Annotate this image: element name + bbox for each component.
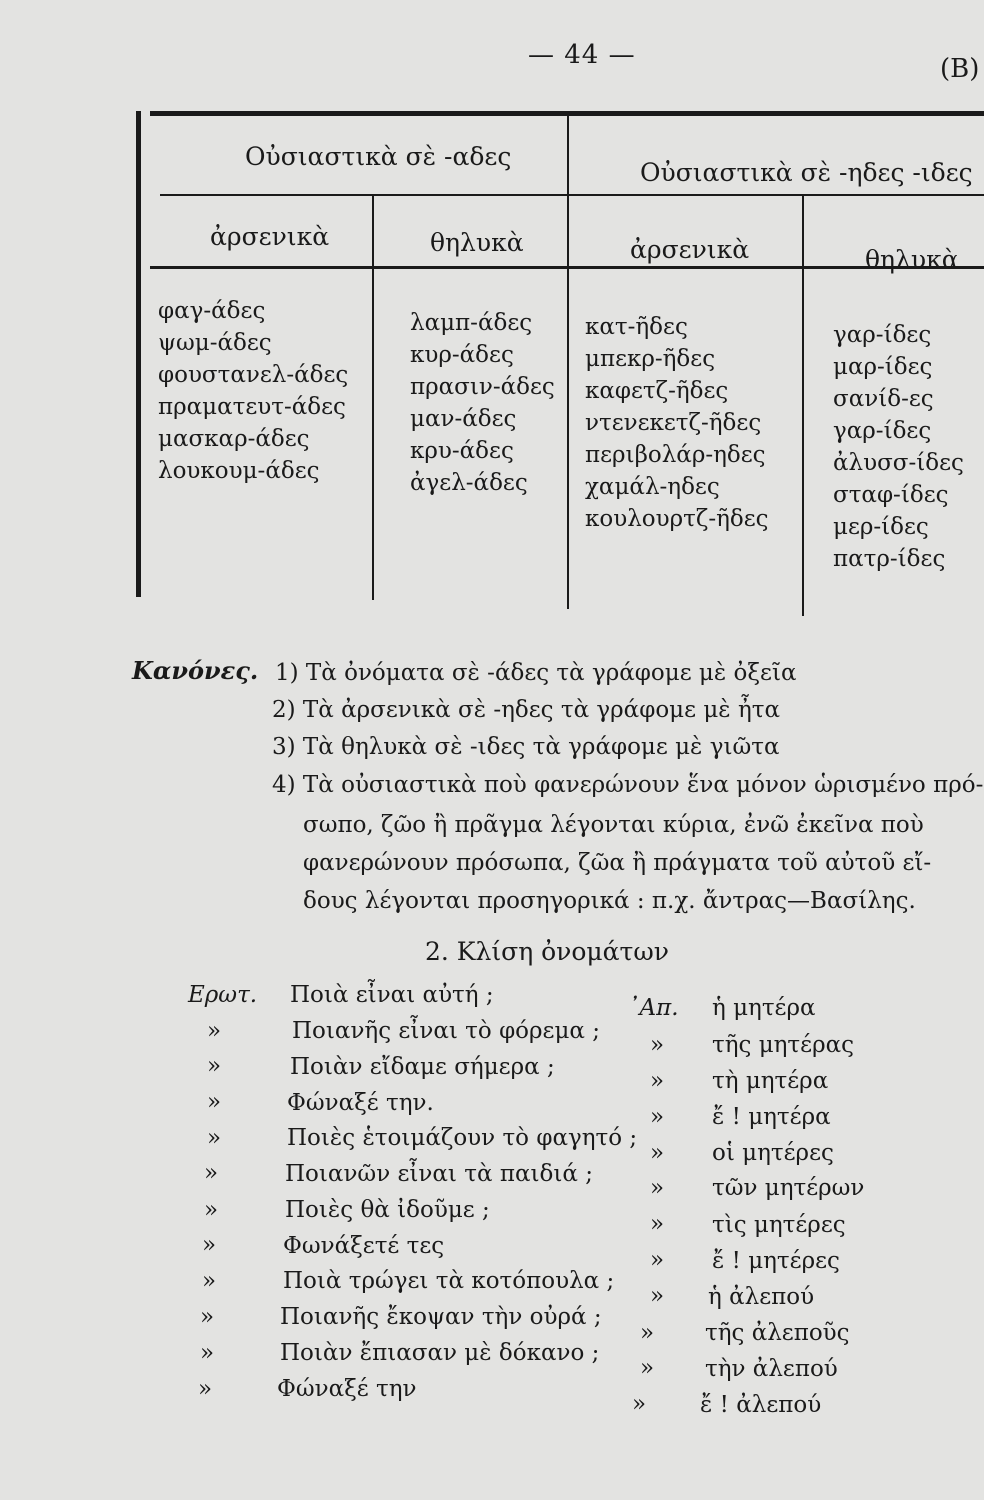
col2-header: θηλυκὰ [430,228,524,257]
ditto-mark: » [632,1391,647,1417]
rule-2: 2) Τὰ ἀρσενικὰ σὲ -ηδες τὰ γράφομε μὲ ἦτα [272,697,780,723]
ditto-mark: » [204,1160,219,1186]
list-item: κουλουρτζ-ῆδες [585,506,769,532]
answer: ἡ μητέρα [712,995,816,1021]
col1-list [158,298,348,484]
answer: οἱ μητέρες [712,1140,834,1166]
list-item: σταφ-ίδες [833,482,949,508]
answer: τὴν ἀλεπού [705,1356,838,1382]
ditto-mark: » [202,1268,217,1294]
question: Ποιανῆς εἶναι τὸ φόρεμα ; [292,1018,600,1044]
answer: ἔ ! μητέρες [712,1248,840,1274]
ditto-mark: » [207,1125,222,1151]
question: Φωνάξετέ τες [283,1233,445,1259]
list-item: ἀλυσσ-ίδες [833,450,964,476]
list-item: ἀγελ-άδες [410,470,528,496]
page-number: — 44 — [528,40,636,70]
list-item: μαρ-ίδες [833,354,933,380]
ditto-mark: » [207,1018,222,1044]
ditto-mark: » [200,1304,215,1330]
col1-header: ἀρσενικὰ [210,222,330,251]
question: Ποιὰ τρώγει τὰ κοτόπουλα ; [283,1268,615,1294]
question: Ποιὲς ἑτοιμάζουν τὸ φαγητό ; [287,1125,638,1151]
answer: ἡ ἀλεπού [708,1284,815,1310]
answer: ἔ ! μητέρα [712,1104,831,1130]
ditto-mark: » [650,1247,665,1273]
col4-list [833,322,964,572]
list-item: σανίδ-ες [833,386,934,412]
ditto-mark: » [650,1032,665,1058]
question-label: Ερωτ. [188,982,258,1008]
answer: τὴ μητέρα [712,1068,829,1094]
list-item: μασκαρ-άδες [158,426,310,452]
ditto-mark: » [640,1320,655,1346]
list-item: φουστανελ-άδες [158,362,349,388]
question: Ποιὰν ἔπιασαν μὲ δόκανο ; [280,1340,600,1366]
answer-label: ᾿Απ. [628,995,679,1021]
table-col-divider-3 [802,196,804,616]
ditto-mark: » [200,1340,215,1366]
list-item: κυρ-άδες [410,342,514,368]
list-item: περιβολάρ-ηδες [585,442,766,468]
list-item: κατ-ῆδες [585,314,688,340]
rule-3: 3) Τὰ θηλυκὰ σὲ -ιδες τὰ γράφομε μὲ γιῶτα [272,734,780,760]
group2-header: Οὐσιαστικὰ σὲ -ηδες -ιδες [640,158,973,187]
question: Ποιὲς θὰ ἰδοῦμε ; [285,1197,490,1223]
col3-list [585,314,769,532]
rules-label: Κανόνες. [132,656,259,685]
table-left-border [136,111,141,597]
answer: τῆς ἀλεποῦς [705,1320,850,1346]
ditto-mark: » [204,1197,219,1223]
ditto-mark: » [640,1355,655,1381]
section-title: 2. Κλίση ὀνομάτων [425,937,669,966]
question: Ποιανῆς ἔκοψαν τὴν οὐρά ; [280,1304,602,1330]
ditto-mark: » [198,1376,213,1402]
col4-header: θηλυκὰ [865,245,959,274]
list-item: χαμάλ-ηδες [585,474,720,500]
list-item: λαμπ-άδες [410,310,533,336]
list-item: μαν-άδες [410,406,517,432]
table-header-rule-1 [160,194,984,196]
answer: τὶς μητέρες [712,1212,846,1238]
table-col-divider-1 [372,196,374,600]
ditto-mark: » [650,1140,665,1166]
answer: τῶν μητέρων [712,1175,865,1201]
rule-4-line-1: 4) Τὰ οὐσιαστικὰ ποὺ φανερώνουν ἕνα μόνον ὡρισμένο πρό- [272,772,984,798]
question: Ποιὰ εἶναι αὐτή ; [290,982,494,1008]
list-item: γαρ-ίδες [833,322,932,348]
list-item: μερ-ίδες [833,514,929,540]
question: Ποιὰν εἴδαμε σήμερα ; [290,1054,555,1080]
list-item: γαρ-ίδες [833,418,932,444]
rule-4-line-4: δους λέγονται προσηγορικά : π.χ. ἄντρας—Βασίλης. [303,888,916,914]
list-item: μπεκρ-ῆδες [585,346,716,372]
list-item: πραματευτ-άδες [158,394,346,420]
question: Φώναξέ την. [287,1090,434,1116]
list-item: ψωμ-άδες [158,330,272,356]
list-item: ντενεκετζ-ῆδες [585,410,762,436]
corner-mark: (B) [940,54,980,84]
ditto-mark: » [650,1211,665,1237]
table-col-divider-2 [567,116,569,609]
list-item: λουκουμ-άδες [158,458,320,484]
ditto-mark: » [207,1053,222,1079]
ditto-mark: » [650,1283,665,1309]
ditto-mark: » [650,1175,665,1201]
rule-4-line-3: φανερώνουν πρόσωπα, ζῶα ἢ πράγματα τοῦ αὐτοῦ εἴ- [303,850,932,876]
ditto-mark: » [202,1232,217,1258]
question: Ποιανῶν εἶναι τὰ παιδιά ; [285,1161,593,1187]
list-item: καφετζ-ῆδες [585,378,729,404]
list-item: πατρ-ίδες [833,546,946,572]
group1-header: Οὐσιαστικὰ σὲ -αδες [245,142,512,171]
col3-header: ἀρσενικὰ [630,235,750,264]
rule-1: 1) Τὰ ὀνόματα σὲ -άδες τὰ γράφομε μὲ ὀξεῖα [275,660,797,686]
ditto-mark: » [207,1089,222,1115]
ditto-mark: » [650,1104,665,1130]
ditto-mark: » [650,1068,665,1094]
col2-list [410,310,555,496]
rule-4-line-2: σωπο, ζῶο ἢ πρᾶγμα λέγονται κύρια, ἐνῶ ἐκεῖνα ποὺ [303,812,924,838]
answer: τῆς μητέρας [712,1032,854,1058]
list-item: κρυ-άδες [410,438,514,464]
list-item: φαγ-άδες [158,298,266,324]
list-item: πρασιν-άδες [410,374,555,400]
answer: ἔ ! ἀλεπού [700,1392,822,1418]
question: Φώναξέ την [277,1376,417,1402]
